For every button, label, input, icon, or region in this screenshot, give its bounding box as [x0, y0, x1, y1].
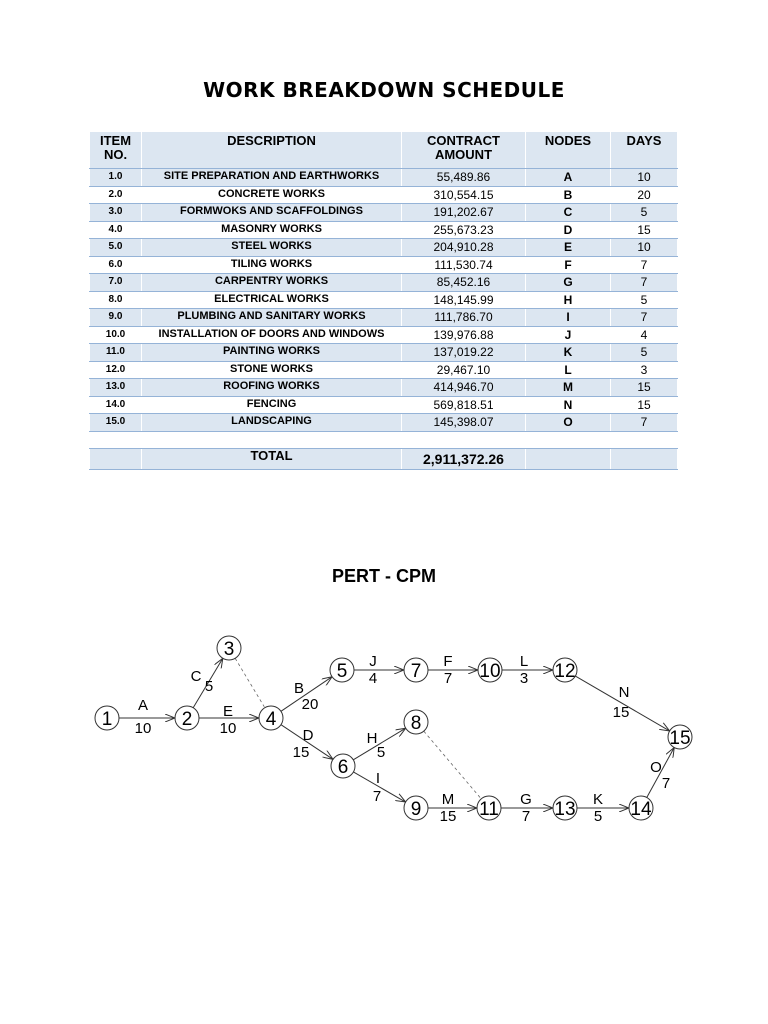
- header-amount-line1: CONTRACT: [427, 133, 500, 148]
- activity-label-g: G: [520, 791, 532, 808]
- node-label-3: 3: [223, 639, 235, 660]
- dummy-activity-8-11: [424, 731, 481, 798]
- days-cell: 7: [611, 274, 678, 292]
- table-row: [90, 396, 678, 414]
- table-body: [90, 169, 678, 470]
- node-label-15: 15: [669, 728, 691, 749]
- activity-label-a: A: [137, 697, 149, 714]
- description-cell: FORMWOKS AND SCAFFOLDINGS: [142, 204, 402, 222]
- activity-duration-c: 5: [204, 678, 214, 695]
- table-row: [90, 186, 678, 204]
- amount-cell: 569,818.51: [402, 396, 526, 414]
- description-cell: FENCING: [142, 396, 402, 414]
- amount-cell: 111,786.70: [402, 309, 526, 327]
- header-amount-line2: AMOUNT: [434, 147, 493, 162]
- item-no-cell: 2.0: [90, 186, 142, 204]
- days-cell: 7: [611, 414, 678, 432]
- activity-duration-m: 15: [439, 808, 457, 825]
- item-no-cell: 13.0: [90, 379, 142, 397]
- node-label-10: 10: [479, 661, 501, 682]
- document-title: WORK BREAKDOWN SCHEDULE: [203, 78, 565, 102]
- activity-label-k: K: [592, 791, 604, 808]
- days-cell: 15: [611, 379, 678, 397]
- days-cell: 5: [611, 344, 678, 362]
- description-cell: CONCRETE WORKS: [142, 186, 402, 204]
- description-cell: PLUMBING AND SANITARY WORKS: [142, 309, 402, 327]
- activity-label-f: F: [443, 653, 453, 670]
- activity-label-e: E: [222, 703, 234, 720]
- table-row: [90, 204, 678, 222]
- item-no-cell: 14.0: [90, 396, 142, 414]
- item-no-cell: 9.0: [90, 309, 142, 327]
- node-cell: O: [526, 414, 611, 432]
- header-days: DAYS: [611, 132, 678, 169]
- table-row: [90, 309, 678, 327]
- description-cell: STONE WORKS: [142, 361, 402, 379]
- days-cell: 5: [611, 204, 678, 222]
- table-row-blank: [90, 431, 678, 448]
- days-cell: 15: [611, 221, 678, 239]
- days-cell: 5: [611, 291, 678, 309]
- node-cell: C: [526, 204, 611, 222]
- amount-cell: 191,202.67: [402, 204, 526, 222]
- days-cell: 7: [611, 309, 678, 327]
- amount-cell: 111,530.74: [402, 256, 526, 274]
- header-item-line1: ITEM: [99, 133, 132, 148]
- description-cell: LANDSCAPING: [142, 414, 402, 432]
- item-no-cell: 11.0: [90, 344, 142, 362]
- description-cell: ELECTRICAL WORKS: [142, 291, 402, 309]
- table-row: [90, 414, 678, 432]
- item-no-cell: 8.0: [90, 291, 142, 309]
- activity-duration-a: 10: [134, 720, 152, 737]
- work-breakdown-table: [89, 131, 678, 470]
- description-cell: PAINTING WORKS: [142, 344, 402, 362]
- item-no-cell: 7.0: [90, 274, 142, 292]
- amount-cell: 29,467.10: [402, 361, 526, 379]
- activity-label-o: O: [650, 759, 662, 776]
- days-cell: 4: [611, 326, 678, 344]
- activity-duration-g: 7: [521, 808, 531, 825]
- node-label-4: 4: [265, 709, 277, 730]
- total-label: TOTAL: [142, 448, 402, 469]
- amount-cell: 204,910.28: [402, 239, 526, 257]
- description-cell: CARPENTRY WORKS: [142, 274, 402, 292]
- description-cell: TILING WORKS: [142, 256, 402, 274]
- node-cell: D: [526, 221, 611, 239]
- activity-duration-f: 7: [443, 670, 453, 687]
- item-no-cell: 10.0: [90, 326, 142, 344]
- amount-cell: 139,976.88: [402, 326, 526, 344]
- node-label-13: 13: [554, 799, 576, 820]
- node-label-7: 7: [410, 661, 422, 682]
- node-label-2: 2: [181, 709, 193, 730]
- activity-label-m: M: [441, 791, 455, 808]
- table-row: [90, 274, 678, 292]
- activity-label-h: H: [366, 730, 378, 747]
- activity-label-d: D: [302, 727, 314, 744]
- amount-cell: 414,946.70: [402, 379, 526, 397]
- node-cell: G: [526, 274, 611, 292]
- description-cell: STEEL WORKS: [142, 239, 402, 257]
- table-row: [90, 256, 678, 274]
- node-cell: K: [526, 344, 611, 362]
- node-label-8: 8: [410, 713, 422, 734]
- node-label-1: 1: [101, 709, 113, 730]
- header-description: DESCRIPTION: [142, 132, 402, 169]
- activity-duration-i: 7: [372, 788, 382, 805]
- node-label-6: 6: [337, 757, 349, 778]
- header-item-no: [90, 132, 142, 169]
- activity-label-i: I: [375, 770, 381, 787]
- table-row: [90, 239, 678, 257]
- table-row: [90, 291, 678, 309]
- activity-duration-k: 5: [593, 808, 603, 825]
- activity-duration-j: 4: [368, 670, 378, 687]
- node-label-9: 9: [410, 799, 422, 820]
- node-cell: F: [526, 256, 611, 274]
- description-cell: INSTALLATION OF DOORS AND WINDOWS: [142, 326, 402, 344]
- days-cell: 20: [611, 186, 678, 204]
- header-contract-amount: [402, 132, 526, 169]
- node-cell: H: [526, 291, 611, 309]
- days-cell: 10: [611, 239, 678, 257]
- amount-cell: 310,554.15: [402, 186, 526, 204]
- table-row: [90, 326, 678, 344]
- node-cell: B: [526, 186, 611, 204]
- item-no-cell: 15.0: [90, 414, 142, 432]
- table-row-total: [90, 448, 678, 469]
- item-no-cell: 6.0: [90, 256, 142, 274]
- activity-label-n: N: [618, 684, 630, 701]
- description-cell: MASONRY WORKS: [142, 221, 402, 239]
- table-row: [90, 221, 678, 239]
- item-no-cell: 12.0: [90, 361, 142, 379]
- item-no-cell: 3.0: [90, 204, 142, 222]
- node-cell: E: [526, 239, 611, 257]
- pert-cpm-network-diagram: [0, 620, 768, 850]
- activity-duration-l: 3: [519, 670, 529, 687]
- table-row: [90, 379, 678, 397]
- activity-duration-d: 15: [292, 744, 310, 761]
- activity-label-b: B: [293, 680, 305, 697]
- total-amount: 2,911,372.26: [402, 448, 526, 469]
- activity-label-l: L: [519, 653, 529, 670]
- activity-duration-n: 15: [612, 704, 630, 721]
- node-label-12: 12: [554, 661, 576, 682]
- days-cell: 7: [611, 256, 678, 274]
- dummy-activity-3-4: [235, 658, 264, 707]
- node-cell: N: [526, 396, 611, 414]
- table-row: [90, 361, 678, 379]
- amount-cell: 137,019.22: [402, 344, 526, 362]
- node-cell: J: [526, 326, 611, 344]
- node-label-11: 11: [479, 799, 499, 820]
- amount-cell: 148,145.99: [402, 291, 526, 309]
- description-cell: SITE PREPARATION AND EARTHWORKS: [142, 169, 402, 187]
- item-no-cell: 5.0: [90, 239, 142, 257]
- node-cell: L: [526, 361, 611, 379]
- activity-duration-o: 7: [661, 775, 671, 792]
- amount-cell: 255,673.23: [402, 221, 526, 239]
- activity-label-c: C: [190, 668, 202, 685]
- activity-label-j: J: [369, 653, 377, 670]
- activity-duration-e: 10: [219, 720, 237, 737]
- table-row: [90, 169, 678, 187]
- amount-cell: 145,398.07: [402, 414, 526, 432]
- days-cell: 3: [611, 361, 678, 379]
- amount-cell: 85,452.16: [402, 274, 526, 292]
- item-no-cell: 1.0: [90, 169, 142, 187]
- node-label-5: 5: [336, 661, 348, 682]
- activity-duration-b: 20: [301, 696, 319, 713]
- amount-cell: 55,489.86: [402, 169, 526, 187]
- header-nodes: NODES: [526, 132, 611, 169]
- pert-title: PERT - CPM: [331, 566, 436, 586]
- activity-duration-h: 5: [376, 744, 386, 761]
- description-cell: ROOFING WORKS: [142, 379, 402, 397]
- node-cell: M: [526, 379, 611, 397]
- node-cell: I: [526, 309, 611, 327]
- table-row: [90, 344, 678, 362]
- node-cell: A: [526, 169, 611, 187]
- node-label-14: 14: [630, 799, 652, 820]
- days-cell: 15: [611, 396, 678, 414]
- item-no-cell: 4.0: [90, 221, 142, 239]
- table-header-row: [90, 132, 678, 169]
- days-cell: 10: [611, 169, 678, 187]
- header-item-line2: NO.: [103, 147, 128, 162]
